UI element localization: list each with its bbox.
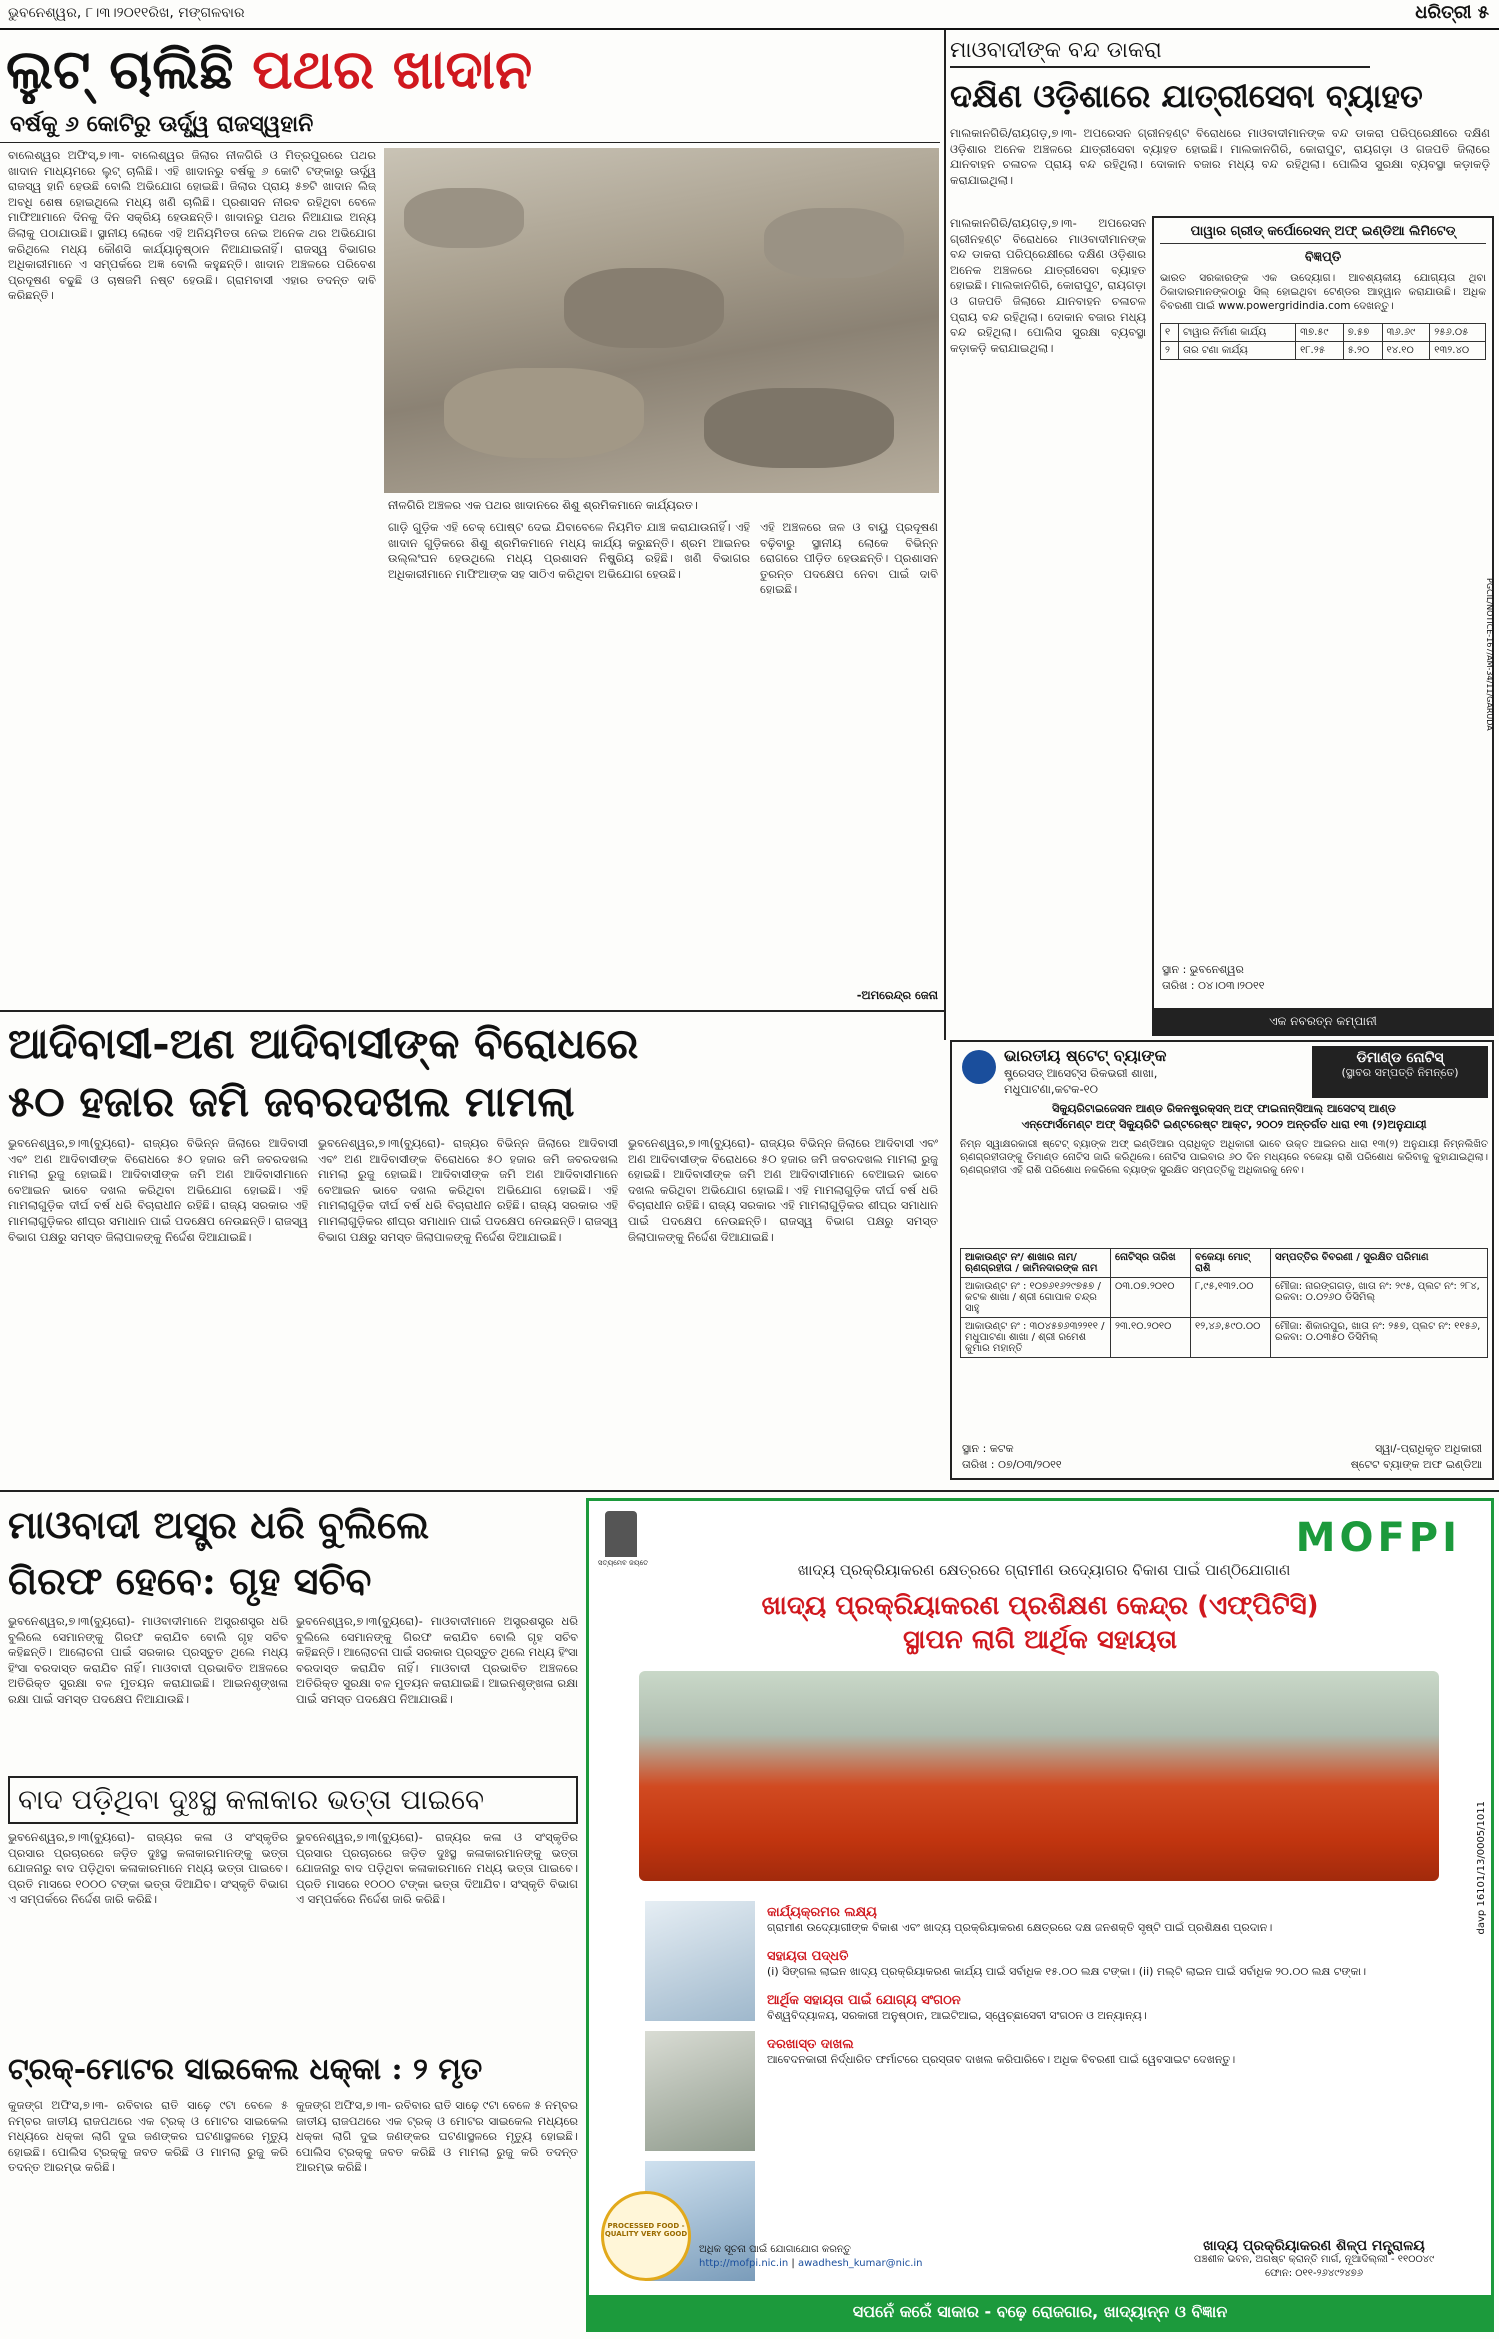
story1-body-left: ବାଲେଶ୍ୱର ଅଫିସ୍,୭।୩- ବାଲେଶ୍ୱର ଜିଲାର ନୀଳଗିରି ଓ ମିତ୍ରପୁରରେ ପଥର ଖାଦାନ ମାଧ୍ୟମରେ ଲୁଟ୍ ଚାଲିଛି। ଏହି ଖାଦାନରୁ ବର୍ଷକୁ ୬ କୋଟି ଟଙ୍କାରୁ ଊର୍ଦ୍ଧ୍ୱ ରାଜସ୍ୱ ହାନି ହେଉଛି ବୋଲି ଅଭିଯୋଗ ହୋଇଛି। ଜିଲାର ପ୍ରାୟ ୫୭ଟି ଖାଦାନ ଲିଜ୍ ଅବଧି ଶେଷ ହୋଇଥିଲେ ମଧ୍ୟ ଖଣି ଚାଲିଛି। ପ୍ରଶାସନ ନୀରବ ରହିଥିବା ବେଳେ ମାଫିଆମାନେ ଦିନକୁ ଦିନ ସକ୍ରିୟ ହେଉଛନ୍ତି। ଖାଦାନରୁ ପଥର ନିଆଯାଇ ଅନ୍ୟ ଜିଲାକୁ ପଠାଯାଉଛି। ସ୍ଥାନୀୟ ଲୋକେ ଏହି ଅନିୟମିତତା ନେଇ ଅନେକ ଥର ଅଭିଯୋଗ କରିଥିଲେ ମଧ୍ୟ କୌଣସି କାର୍ଯ୍ୟାନୁଷ୍ଠାନ ନିଆଯାଇନାହିଁ। ରାଜସ୍ୱ ବିଭାଗର ଅଧିକାରୀମାନେ ଏ ସମ୍ପର୍କରେ ଅଜ୍ଞ ବୋଲି କହୁଛନ୍ତି। ଖାଦାନ ଅଞ୍ଚଳରେ ପରିବେଶ ପ୍ରଦୂଷଣ ବଢୁଛି ଓ ଚାଷଜମି ନଷ୍ଟ ହେଉଛି। ଗ୍ରାମବାସୀ ଏହାର ତଦନ୍ତ ଦାବି କରିଛନ୍ତି। xyxy=(8,148,376,303)
story1-headline: ଲୁଟ୍ ଚାଲିଛି ପଥର ଖାଦାନ xyxy=(6,37,533,101)
home-sec-headline-line1: ମାଓବାଦୀ ଅସ୍ତ୍ର ଧରି ବୁଲିଲେ xyxy=(8,1502,430,1547)
mofpi-section-text: ବିଶ୍ୱବିଦ୍ୟାଳୟ, ସରକାରୀ ଅନୁଷ୍ଠାନ, ଆଇଟିଆଇ, ସ୍ୱେଚ୍ଛାସେବୀ ସଂଗଠନ ଓ ଅନ୍ୟାନ୍ୟ। xyxy=(767,2009,1147,2022)
maoist-kicker: ମାଓବାଦୀଙ୍କ ବନ୍ଦ ଡାକରା xyxy=(950,34,1370,68)
mofpi-section-title: ସହାୟତା ପଦ୍ଧତି xyxy=(767,1949,849,1964)
page-header xyxy=(0,0,1499,30)
tribal-body-col2: ଭୁବନେଶ୍ୱର,୭।୩(ବ୍ୟୁରୋ)- ରାଜ୍ୟର ବିଭିନ୍ନ ଜିଲାରେ ଆଦିବାସୀ ଏବଂ ଅଣ ଆଦିବାସୀଙ୍କ ବିରୋଧରେ ୫୦ ହଜାର ଜମି ଜବରଦଖଲ ମାମଲା ରୁଜୁ ହୋଇଛି। ଆଦିବାସୀଙ୍କ ଜମି ଅଣ ଆଦିବାସୀମାନେ ବେଆଇନ ଭାବେ ଦଖଲ କରିଥିବା ଅଭିଯୋଗ ହୋଇଛି। ଏହି ମାମଲାଗୁଡ଼ିକ ଦୀର୍ଘ ବର୍ଷ ଧରି ବିଚାରାଧୀନ ରହିଛି। ରାଜ୍ୟ ସରକାର ଏହି ମାମଲାଗୁଡ଼ିକର ଶୀଘ୍ର ସମାଧାନ ପାଇଁ ପଦକ୍ଷେପ ନେଉଛନ୍ତି। ରାଜସ୍ୱ ବିଭାଗ ପକ୍ଷରୁ ସମସ୍ତ ଜିଲାପାଳଙ୍କୁ ନିର୍ଦ୍ଦେଶ ଦିଆଯାଇଛି। xyxy=(318,1136,618,1244)
sbi-logo-icon xyxy=(962,1050,996,1084)
sbi-demand-notice xyxy=(950,1040,1494,1480)
tomato-photo xyxy=(639,1671,1439,1881)
mofpi-section-title: ଦରଖାସ୍ତ ଦାଖଲ xyxy=(767,2037,854,2052)
mofpi-logo: MOFPI xyxy=(1295,1515,1461,1561)
mofpi-email[interactable]: awadhesh_kumar@nic.in xyxy=(797,2258,923,2269)
mofpi-tagline: ଖାଦ୍ୟ ପ୍ରକ୍ରିୟାକରଣ କ୍ଷେତ୍ରରେ ଗ୍ରାମୀଣ ଉଦ୍ୟୋଗର ବିକାଶ ପାଇଁ ପାଣ୍ଠିଯୋଗାଣ xyxy=(797,1561,1291,1579)
mofpi-section-text: (i) ସିଙ୍ଗଲ ଲାଇନ ଖାଦ୍ୟ ପ୍ରକ୍ରିୟାକରଣ କାର୍ଯ୍ୟ ପାଇଁ ସର୍ବାଧିକ ୧୫.୦୦ ଲକ୍ଷ ଟଙ୍କା। (ii) ମଲ୍ଟି ଲାଇନ ପାଇଁ ସର୍ବାଧିକ ୨୦.୦୦ ଲକ୍ଷ ଟଙ୍କା। xyxy=(767,1965,1367,1978)
table-row: ଆକାଉଣ୍ଟ ନଂ : ୩୦୪୫୭୬୩୨୨୧୧ / ମଧୁପାଟଣା ଶାଖା / ଶ୍ରୀ ରମେଶ କୁମାର ମହାନ୍ତି ୨୩.୧୦.୨୦୧୦ ୧୨,୪୬,୫୯୦.୦୦ ମୌଜା: ଶିକାରପୁର, ଖାତା ନଂ: ୨୫୭, ପ୍ଲଟ ନଂ: ୧୧୫୬, ରକବା: ୦.୦୩୫୦ ଡିସିମିଲ୍ xyxy=(961,1318,1488,1358)
powergrid-title: ବିଜ୍ଞପ୍ତି xyxy=(1304,250,1342,265)
mofpi-footer-banner: ସପନେଁ କରେଁ ସାକାର - ବଢ଼େ ରୋଜଗାର, ଖାଦ୍ୟାନ୍ନ ଓ ବିଜ୍ଞାନ xyxy=(589,2295,1491,2329)
sbi-body: ନିମ୍ନ ସ୍ୱାକ୍ଷରକାରୀ ଷ୍ଟେଟ୍ ବ୍ୟାଙ୍କ ଅଫ୍ ଇଣ୍ଡିଆର ପ୍ରାଧିକୃତ ଅଧିକାରୀ ଭାବେ ଉକ୍ତ ଆଇନର ଧାରା ୧୩(୨) ଅନୁଯାୟୀ ନିମ୍ନଲିଖିତ ଋଣଗ୍ରହୀତାଙ୍କୁ ଡିମାଣ୍ଡ ନୋଟିସ ଜାରି କରିଥିଲେ। ନୋଟିସ ପାଇବାର ୬୦ ଦିନ ମଧ୍ୟରେ ବକେୟା ରାଶି ପରିଶୋଧ କରିବାକୁ କୁହାଯାଇଥିଲା। ଋଣଗ୍ରହୀତା ଏହି ରାଶି ପରିଶୋଧ ନକରିଲେ ବ୍ୟାଙ୍କ ସୁରକ୍ଷିତ ସମ୍ପତ୍ତିକୁ ଅଧିକାରକୁ ନେବ। xyxy=(960,1139,1488,1176)
tribal-body-col1: ଭୁବନେଶ୍ୱର,୭।୩(ବ୍ୟୁରୋ)- ରାଜ୍ୟର ବିଭିନ୍ନ ଜିଲାରେ ଆଦିବାସୀ ଏବଂ ଅଣ ଆଦିବାସୀଙ୍କ ବିରୋଧରେ ୫୦ ହଜାର ଜମି ଜବରଦଖଲ ମାମଲା ରୁଜୁ ହୋଇଛି। ଆଦିବାସୀଙ୍କ ଜମି ଅଣ ଆଦିବାସୀମାନେ ବେଆଇନ ଭାବେ ଦଖଲ କରିଥିବା ଅଭିଯୋଗ ହୋଇଛି। ଏହି ମାମଲାଗୁଡ଼ିକ ଦୀର୍ଘ ବର୍ଷ ଧରି ବିଚାରାଧୀନ ରହିଛି। ରାଜ୍ୟ ସରକାର ଏହି ମାମଲାଗୁଡ଼ିକର ଶୀଘ୍ର ସମାଧାନ ପାଇଁ ପଦକ୍ଷେପ ନେଉଛନ୍ତି। ରାଜସ୍ୱ ବିଭାଗ ପକ୍ଷରୁ ସମସ୍ତ ଜିଲାପାଳଙ୍କୁ ନିର୍ଦ୍ଦେଶ ଦିଆଯାଇଛି। xyxy=(8,1136,308,1244)
sbi-demand-sub: (ସ୍ଥାବର ସମ୍ପତ୍ତି ନିମନ୍ତେ) xyxy=(1341,1066,1459,1079)
sbi-sign-line2: ଷ୍ଟେଟ ବ୍ୟାଙ୍କ ଅଫ ଇଣ୍ଡିଆ xyxy=(1350,1458,1482,1471)
food-photo-1 xyxy=(645,1901,755,2021)
mofpi-contact: ଅଧିକ ସୂଚନା ପାଇଁ ଯୋଗାଯୋଗ କରନ୍ତୁ xyxy=(699,2244,851,2255)
powergrid-footer: ଏକ ନବରତ୍ନ କମ୍ପାନୀ xyxy=(1154,1008,1492,1034)
mofpi-section-title: ଆର୍ଥିକ ସହାୟତା ପାଇଁ ଯୋଗ୍ୟ ସଂଗଠନ xyxy=(767,1993,961,2008)
mofpi-davp-code: davp 16101/13/0005/1011 xyxy=(1476,1801,1487,1935)
sbi-act-line2: ଏନ୍‌ଫୋର୍ସମେଣ୍ଟ ଅଫ୍ ସିକ୍ୟୁରିଟି ଇଣ୍ଟରେଷ୍ଟ ଆକ୍ଟ, ୨୦୦୨ ଅନ୍ତର୍ଗତ ଧାରା ୧୩ (୨)ଅନୁଯାୟୀ xyxy=(1021,1118,1427,1131)
powergrid-vertical-code: PGCIL/NOTICE-167/AM-34/11/GARUDA xyxy=(1485,578,1494,731)
powergrid-org: ପାୱାର ଗ୍ରୀଡ୍ କର୍ପୋରେସନ୍ ଅଫ୍ ଇଣ୍ଡିଆ ଲିମିଟେଡ୍ xyxy=(1160,224,1486,244)
powergrid-tender xyxy=(1152,216,1494,1036)
food-photo-2 xyxy=(645,2031,755,2151)
photo-caption: ନୀଳଗିରି ଅଞ୍ଚଳର ଏକ ପଥର ଖାଦାନରେ ଶିଶୁ ଶ୍ରମିକମାନେ କାର୍ଯ୍ୟରତ। xyxy=(388,498,698,512)
processed-food-badge: PROCESSED FOOD - QUALITY VERY GOOD xyxy=(601,2191,691,2281)
sbi-branch-line1: ଷ୍ଟ୍ରେସଡ୍ ଆସେଟ୍ସ ରିକଭରୀ ଶାଖା, xyxy=(1004,1066,1158,1080)
powergrid-place: ସ୍ଥାନ : ଭୁବନେଶ୍ୱର xyxy=(1162,963,1244,976)
mofpi-section-title: କାର୍ଯ୍ୟକ୍ରମର ଲକ୍ଷ୍ୟ xyxy=(767,1905,877,1920)
newspaper-name: ଧରିତ୍ରୀ ୫ xyxy=(1415,2,1489,23)
story1-body-center: ଗାଡ଼ି ଗୁଡ଼ିକ ଏହି ଚେକ୍ ପୋଷ୍ଟ ଦେଇ ଯିବାବେଳେ ନିୟମିତ ଯାଞ୍ଚ କରାଯାଉନାହିଁ। ଏହି ଖାଦାନ ଗୁଡ଼ିକରେ ଶିଶୁ ଶ୍ରମିକମାନେ ମଧ୍ୟ କାର୍ଯ୍ୟ କରୁଛନ୍ତି। ଶ୍ରମ ଆଇନର ଉଲ୍ଲଂଘନ ହେଉଥିଲେ ମଧ୍ୟ ପ୍ରଶାସନ ନିଷ୍କ୍ରିୟ ରହିଛି। ଖଣି ବିଭାଗର ଅଧିକାରୀମାନେ ମାଫିଆଙ୍କ ସହ ସାଠିଏ କରିଥିବା ଅଭିଯୋଗ ହେଉଛି। xyxy=(388,520,750,581)
sbi-demand-title: ଡିମାଣ୍ଡ ନୋଟିସ୍ xyxy=(1356,1050,1444,1066)
story1-body-right: ଏହି ଅଞ୍ଚଳରେ ଜଳ ଓ ବାୟୁ ପ୍ରଦୂଷଣ ବଢ଼ିବାରୁ ସ୍ଥାନୀୟ ଲୋକେ ବିଭିନ୍ନ ରୋଗରେ ପୀଡ଼ିତ ହେଉଛନ୍ତି। ପ୍ରଶାସନ ତୁରନ୍ତ ପଦକ୍ଷେପ ନେବା ପାଇଁ ଦାବି ହୋଇଛି। xyxy=(760,520,938,597)
table-header-row: ଆକାଉଣ୍ଟ ନଂ/ ଶାଖାର ନାମ/ ଋଣଗ୍ରହୀତା / ଜାମିନଦାରଙ୍କ ନାମ ନୋଟିସ୍ର ତାରିଖ ବକେୟା ମୋଟ୍ ରାଶି ସମ୍ପତ୍ତିର ବିବରଣୀ / ସୁରକ୍ଷିତ ପରିମାଣ xyxy=(961,1249,1488,1278)
mofpi-headline-line1: ଖାଦ୍ୟ ପ୍ରକ୍ରିୟାକରଣ ପ୍ରଶିକ୍ଷଣ କେନ୍ଦ୍ର (ଏଫ୍‌ପିଟିସି) xyxy=(761,1591,1319,1621)
story1-subhead: ବର୍ଷକୁ ୬ କୋଟିରୁ ଊର୍ଦ୍ଧ୍ୱ ରାଜସ୍ୱହାନି xyxy=(10,111,314,137)
artists-body-col1: ଭୁବନେଶ୍ୱର,୭।୩(ବ୍ୟୁରୋ)- ରାଜ୍ୟର କଳା ଓ ସଂସ୍କୃତିର ପ୍ରସାର ପ୍ରଚାରରେ ଜଡ଼ିତ ଦୁଃସ୍ଥ କଳାକାରମାନଙ୍କୁ ଭତ୍ତା ଯୋଜନାରୁ ବାଦ ପଡ଼ିଥିବା କଳାକାରମାନେ ମଧ୍ୟ ଭତ୍ତା ପାଇବେ। ପ୍ରତି ମାସରେ ୧୦୦୦ ଟଙ୍କା ଭତ୍ତା ଦିଆଯିବ। ସଂସ୍କୃତି ବିଭାଗ ଏ ସମ୍ପର୍କରେ ନିର୍ଦ୍ଦେଶ ଜାରି କରିଛି। xyxy=(8,1830,288,1907)
sbi-act-line1: ସିକ୍ୟୁରିଟାଇଜେସନ ଆଣ୍ଡ ରିକନଷ୍ଟ୍ରକ୍ସନ୍ ଅଫ୍ ଫାଇନାନ୍ସିଆଲ୍ ଆସେଟସ୍ ଆଣ୍ଡ xyxy=(1052,1102,1396,1115)
sbi-branch-line2: ମଧୁପାଟଣା,କଟକ-୧୦ xyxy=(1004,1082,1098,1096)
table-row: ୧ ଟାୱାର ନିର୍ମାଣ କାର୍ଯ୍ୟ ୩୭.୫୯ ୭.୫୭ ୩୬.୬୯ ୨୫୬.୦୫ xyxy=(1161,324,1486,342)
home-sec-body-col1: ଭୁବନେଶ୍ୱର,୭।୩(ବ୍ୟୁରୋ)- ମାଓବାଦୀମାନେ ଅସ୍ତ୍ରଶସ୍ତ୍ର ଧରି ବୁଲିଲେ ସେମାନଙ୍କୁ ଗିରଫ କରାଯିବ ବୋଲି ଗୃହ ସଚିବ କହିଛନ୍ତି। ଆଲୋଚନା ପାଇଁ ସରକାର ପ୍ରସ୍ତୁତ ଥିଲେ ମଧ୍ୟ ହିଂସା ବରଦାସ୍ତ କରାଯିବ ନାହିଁ। ମାଓବାଦୀ ପ୍ରଭାବିତ ଅଞ୍ଚଳରେ ଅତିରିକ୍ତ ସୁରକ୍ଷା ବଳ ମୁତୟନ କରାଯାଇଛି। ଆଇନଶୃଙ୍ଖଳା ରକ୍ଷା ପାଇଁ ସମସ୍ତ ପଦକ୍ଷେପ ନିଆଯାଉଛି। xyxy=(8,1614,288,1706)
table-row: ୨ ତାର ଟଣା କାର୍ଯ୍ୟ ୧୮.୨୫ ୫.୨୦ ୧୪.୧୦ ୧୩୨.୪୦ xyxy=(1161,342,1486,360)
mofpi-section-text: ଗ୍ରାମୀଣ ଉଦ୍ୟୋଗୀଙ୍କ ବିକାଶ ଏବଂ ଖାଦ୍ୟ ପ୍ରକ୍ରିୟାକରଣ କ୍ଷେତ୍ରରେ ଦକ୍ଷ ଜନଶକ୍ତି ସୃଷ୍ଟି ପାଇଁ ପ୍ରଶିକ୍ଷଣ ପ୍ରଦାନ। xyxy=(767,1921,1273,1934)
accident-headline: ଟ୍ରକ୍-ମୋଟର ସାଇକେଲ ଧକ୍କା : ୨ ମୃତ xyxy=(8,2052,483,2087)
emblem-caption: ସତ୍ୟମେବ ଜୟତେ xyxy=(597,1559,649,1567)
sbi-place: ସ୍ଥାନ : କଟକ xyxy=(962,1442,1014,1455)
dateline: ଭୁବନେଶ୍ୱର, ୮।୩।୨୦୧୧ରିଖ, ମଙ୍ଗଳବାର xyxy=(8,5,245,21)
sbi-sign-line1: ସ୍ୱା/-ପ୍ରାଧିକୃତ ଅଧିକାରୀ xyxy=(1374,1442,1482,1455)
artists-body-col2: ଭୁବନେଶ୍ୱର,୭।୩(ବ୍ୟୁରୋ)- ରାଜ୍ୟର କଳା ଓ ସଂସ୍କୃତିର ପ୍ରସାର ପ୍ରଚାରରେ ଜଡ଼ିତ ଦୁଃସ୍ଥ କଳାକାରମାନଙ୍କୁ ଭତ୍ତା ଯୋଜନାରୁ ବାଦ ପଡ଼ିଥିବା କଳାକାରମାନେ ମଧ୍ୟ ଭତ୍ତା ପାଇବେ। ପ୍ରତି ମାସରେ ୧୦୦୦ ଟଙ୍କା ଭତ୍ତା ଦିଆଯିବ। ସଂସ୍କୃତି ବିଭାଗ ଏ ସମ୍ପର୍କରେ ନିର୍ଦ୍ଦେଶ ଜାରି କରିଛି। xyxy=(296,1830,578,1907)
home-sec-headline-line2: ଗିରଫ ହେବେ: ଗୃହ ସଚିବ xyxy=(8,1558,372,1603)
tribal-headline-line2: ୫୦ ହଜାର ଜମି ଜବରଦଖଲ ମାମଲା xyxy=(8,1077,575,1126)
mofpi-headline-line2: ସ୍ଥାପନ ଲାଗି ଆର୍ଥିକ ସହାୟତା xyxy=(902,1625,1178,1655)
powergrid-date: ତାରିଖ : ୦୪।୦୩।୨୦୧୧ xyxy=(1162,979,1265,992)
india-emblem-icon xyxy=(605,1511,637,1557)
sbi-table xyxy=(960,1248,1488,1358)
sbi-date: ତାରିଖ : ୦୭/୦୩/୨୦୧୧ xyxy=(962,1458,1062,1471)
mofpi-phone: ଫୋନ: ୦୧୧-୨୬୪୯୨୪୭୬ xyxy=(1264,2268,1364,2279)
table-row: ଆକାଉଣ୍ଟ ନଂ : ୧୦୭୬୧୬୨୯୭୫୭ / କଟକ ଶାଖା / ଶ୍ରୀ ଗୋପାଳ ଚନ୍ଦ୍ର ସାହୁ ୦୩.୦୭.୨୦୧୦ ୮,୯୫,୧୩୨.୦୦ ମୌଜା: ନାରଙ୍ଗଗଡ଼, ଖାତା ନଂ: ୨୯୫, ପ୍ଲଟ ନଂ: ୨୮୪, ରକବା: ୦.୦୨୬୦ ଡିସିମିଲ୍ xyxy=(961,1278,1488,1318)
powergrid-table xyxy=(1160,323,1486,360)
sbi-bank-name: ଭାରତୀୟ ଷ୍ଟେଟ୍ ବ୍ୟାଙ୍କ xyxy=(1004,1046,1167,1065)
powergrid-body: ଭାରତ ସରକାରଙ୍କ ଏକ ଉଦ୍ୟୋଗ। ଆବଶ୍ୟକୀୟ ଯୋଗ୍ୟତା ଥିବା ଠିକାଦାରମାନଙ୍କଠାରୁ ସିଲ୍ ହୋଇଥିବା ଟେଣ୍ଡର ଆହ୍ୱାନ କରାଯାଉଛି। ଅଧିକ ବିବରଣୀ ପାଇଁ www.powergridindia.com ଦେଖନ୍ତୁ। xyxy=(1160,272,1486,312)
mofpi-ministry: ଖାଦ୍ୟ ପ୍ରକ୍ରିୟାକରଣ ଶିଳ୍ପ ମନ୍ତ୍ରାଳୟ xyxy=(1203,2238,1425,2254)
mofpi-address: ପଞ୍ଚଶୀଳ ଭବନ, ଅଗଷ୍ଟ କ୍ରାନ୍ତି ମାର୍ଗ, ନୂଆଦିଲ୍ଲୀ - ୧୧୦୦୪୯ xyxy=(1193,2254,1435,2265)
maoist-body-col: ମାଲକାନଗିରି/ରାୟଗଡ଼,୭।୩- ଅପରେସନ ଗ୍ରୀନହଣ୍ଟ ବିରୋଧରେ ମାଓବାଦୀମାନଙ୍କ ବନ୍ଦ ଡାକରା ପରିପ୍ରେକ୍ଷୀରେ ଦକ୍ଷିଣ ଓଡ଼ିଶାର ଅନେକ ଅଞ୍ଚଳରେ ଯାତ୍ରୀସେବା ବ୍ୟାହତ ହୋଇଛି। ମାଲକାନଗିରି, କୋରାପୁଟ, ରାୟଗଡ଼ା ଓ ଗଜପତି ଜିଲାରେ ଯାନବାହନ ଚଳାଚଳ ପ୍ରାୟ ବନ୍ଦ ରହିଥିଲା। ଦୋକାନ ବଜାର ମଧ୍ୟ ବନ୍ଦ ରହିଥିଲା। ପୋଲିସ ସୁରକ୍ଷା ବ୍ୟବସ୍ଥା କଡ଼ାକଡ଼ି କରାଯାଇଥିଲା। xyxy=(950,216,1146,355)
quarry-photo xyxy=(384,148,939,493)
tribal-headline-line1: ଆଦିବାସୀ-ଅଣ ଆଦିବାସୀଙ୍କ ବିରୋଧରେ xyxy=(8,1019,639,1068)
accident-body-col2: କୁଜଙ୍ଗ ଅଫିସ,୭।୩- ରବିବାର ରାତି ସାଢ଼େ ୯ଟା ବେଳେ ୫ ନମ୍ବର ଜାତୀୟ ରାଜପଥରେ ଏକ ଟ୍ରକ୍ ଓ ମୋଟର ସାଇକେଲ ମଧ୍ୟରେ ଧକ୍କା ଲାଗି ଦୁଇ ଜଣଙ୍କର ଘଟଣାସ୍ଥଳରେ ମୃତ୍ୟୁ ହୋଇଛି। ପୋଲିସ ଟ୍ରକ୍‌କୁ ଜବତ କରିଛି ଓ ମାମଲା ରୁଜୁ କରି ତଦନ୍ତ ଆରମ୍ଭ କରିଛି। xyxy=(296,2098,578,2175)
accident-body-col1: କୁଜଙ୍ଗ ଅଫିସ,୭।୩- ରବିବାର ରାତି ସାଢ଼େ ୯ଟା ବେଳେ ୫ ନମ୍ବର ଜାତୀୟ ରାଜପଥରେ ଏକ ଟ୍ରକ୍ ଓ ମୋଟର ସାଇକେଲ ମଧ୍ୟରେ ଧକ୍କା ଲାଗି ଦୁଇ ଜଣଙ୍କର ଘଟଣାସ୍ଥଳରେ ମୃତ୍ୟୁ ହୋଇଛି। ପୋଲିସ ଟ୍ରକ୍‌କୁ ଜବତ କରିଛି ଓ ମାମଲା ରୁଜୁ କରି ତଦନ୍ତ ଆରମ୍ଭ କରିଛି। xyxy=(8,2098,288,2175)
maoist-headline: ଦକ୍ଷିଣ ଓଡ଼ିଶାରେ ଯାତ୍ରୀସେବା ବ୍ୟାହତ xyxy=(950,77,1423,115)
mofpi-section-text: ଆବେଦନକାରୀ ନିର୍ଦ୍ଧାରିତ ଫର୍ମାଟରେ ପ୍ରସ୍ତାବ ଦାଖଲ କରିପାରିବେ। ଅଧିକ ବିବରଣୀ ପାଇଁ ୱେବସାଇଟ ଦେଖନ୍ତୁ। xyxy=(767,2053,1236,2066)
home-sec-body-col2: ଭୁବନେଶ୍ୱର,୭।୩(ବ୍ୟୁରୋ)- ମାଓବାଦୀମାନେ ଅସ୍ତ୍ରଶସ୍ତ୍ର ଧରି ବୁଲିଲେ ସେମାନଙ୍କୁ ଗିରଫ କରାଯିବ ବୋଲି ଗୃହ ସଚିବ କହିଛନ୍ତି। ଆଲୋଚନା ପାଇଁ ସରକାର ପ୍ରସ୍ତୁତ ଥିଲେ ମଧ୍ୟ ହିଂସା ବରଦାସ୍ତ କରାଯିବ ନାହିଁ। ମାଓବାଦୀ ପ୍ରଭାବିତ ଅଞ୍ଚଳରେ ଅତିରିକ୍ତ ସୁରକ୍ଷା ବଳ ମୁତୟନ କରାଯାଇଛି। ଆଇନଶୃଙ୍ଖଳା ରକ୍ଷା ପାଇଁ ସମସ୍ତ ପଦକ୍ଷେପ ନିଆଯାଉଛି। xyxy=(296,1614,578,1706)
artists-headline: ବାଦ ପଡ଼ିଥିବା ଦୁଃସ୍ଥ କଳାକାର ଭତ୍ତା ପାଇବେ xyxy=(8,1776,578,1824)
tribal-body-col3: ଭୁବନେଶ୍ୱର,୭।୩(ବ୍ୟୁରୋ)- ରାଜ୍ୟର ବିଭିନ୍ନ ଜିଲାରେ ଆଦିବାସୀ ଏବଂ ଅଣ ଆଦିବାସୀଙ୍କ ବିରୋଧରେ ୫୦ ହଜାର ଜମି ଜବରଦଖଲ ମାମଲା ରୁଜୁ ହୋଇଛି। ଆଦିବାସୀଙ୍କ ଜମି ଅଣ ଆଦିବାସୀମାନେ ବେଆଇନ ଭାବେ ଦଖଲ କରିଥିବା ଅଭିଯୋଗ ହୋଇଛି। ଏହି ମାମଲାଗୁଡ଼ିକ ଦୀର୍ଘ ବର୍ଷ ଧରି ବିଚାରାଧୀନ ରହିଛି। ରାଜ୍ୟ ସରକାର ଏହି ମାମଲାଗୁଡ଼ିକର ଶୀଘ୍ର ସମାଧାନ ପାଇଁ ପଦକ୍ଷେପ ନେଉଛନ୍ତି। ରାଜସ୍ୱ ବିଭାଗ ପକ୍ଷରୁ ସମସ୍ତ ଜିଲାପାଳଙ୍କୁ ନିର୍ଦ୍ଦେଶ ଦିଆଯାଇଛି। xyxy=(628,1136,938,1244)
maoist-body-top: ମାଲକାନଗିରି/ରାୟଗଡ଼,୭।୩- ଅପରେସନ ଗ୍ରୀନହଣ୍ଟ ବିରୋଧରେ ମାଓବାଦୀମାନଙ୍କ ବନ୍ଦ ଡାକରା ପରିପ୍ରେକ୍ଷୀରେ ଦକ୍ଷିଣ ଓଡ଼ିଶାର ଅନେକ ଅଞ୍ଚଳରେ ଯାତ୍ରୀସେବା ବ୍ୟାହତ ହୋଇଛି। ମାଲକାନଗିରି, କୋରାପୁଟ, ରାୟଗଡ଼ା ଓ ଗଜପତି ଜିଲାରେ ଯାନବାହନ ଚଳାଚଳ ପ୍ରାୟ ବନ୍ଦ ରହିଥିଲା। ଦୋକାନ ବଜାର ମଧ୍ୟ ବନ୍ଦ ରହିଥିଲା। ପୋଲିସ ସୁରକ୍ଷା ବ୍ୟବସ୍ଥା କଡ଼ାକଡ଼ି କରାଯାଇଥିଲା। xyxy=(950,126,1490,187)
story1-byline: -ଅମରେନ୍ଦ୍ର ଜେନା xyxy=(856,988,938,1002)
mofpi-website[interactable]: http://mofpi.nic.in xyxy=(699,2258,789,2269)
mofpi-advertisement: ସତ୍ୟମେବ ଜୟତେ MOFPI ଖାଦ୍ୟ ପ୍ରକ୍ରିୟାକରଣ କ୍ଷେତ୍ରରେ ଗ୍ରାମୀଣ ଉଦ୍ୟୋଗର ବିକାଶ ପାଇଁ ପାଣ୍ଠିଯୋଗାଣ ଖାଦ୍ୟ ପ୍ରକ୍ରିୟାକରଣ ପ୍ରଶିକ୍ଷଣ କେନ୍ଦ୍ର (ଏଫ୍‌ପିଟିସି) ସ୍ଥାପନ ଲାଗି ଆର୍ଥିକ ସହାୟତା କାର୍ଯ୍ୟକ୍ରମର ଲକ୍ଷ୍ୟ ଗ୍ରାମୀଣ ଉଦ୍ୟୋଗୀଙ୍କ ବିକାଶ ଏବଂ ଖାଦ୍ୟ ପ୍ରକ୍ରିୟାକରଣ କ୍ଷେତ୍ରରେ ଦକ୍ଷ ଜନଶକ୍ତି ସୃଷ୍ଟି ପାଇଁ ପ୍ରଶିକ୍ଷଣ ପ୍ରଦାନ। ସହାୟତା ପଦ୍ଧତି (i) ସିଙ୍ଗଲ ଲାଇନ ଖାଦ୍ୟ ପ୍ରକ୍ରିୟାକରଣ କାର୍ଯ୍ୟ ପାଇଁ ସର୍ବାଧିକ ୧୫.୦୦ ଲକ୍ଷ ଟଙ୍କା। (ii) ମଲ୍ଟି ଲାଇନ ପାଇଁ ସର୍ବାଧିକ ୨୦.୦୦ ଲକ୍ଷ ଟଙ୍କା। ଆର୍ଥିକ ସହାୟତା ପାଇଁ ଯୋଗ୍ୟ ସଂଗଠନ ବିଶ୍ୱବିଦ୍ୟାଳୟ, ସରକାରୀ ଅନୁଷ୍ଠାନ, ଆଇଟିଆଇ, ସ୍ୱେଚ୍ଛାସେବୀ ସଂଗଠନ ଓ ଅନ୍ୟାନ୍ୟ। ଦରଖାସ୍ତ ଦାଖଲ ଆବେଦନକାରୀ ନିର୍ଦ୍ଧାରିତ ଫର୍ମାଟରେ ପ୍ରସ୍ତାବ ଦାଖଲ କରିପାରିବେ। ଅଧିକ ବିବରଣୀ ପାଇଁ ୱେବସାଇଟ ଦେଖନ୍ତୁ। PROCESSED FOOD - QUALITY VERY GOOD ଅଧିକ ସୂଚନା ପାଇଁ ଯୋଗାଯୋଗ କରନ୍ତୁ http://mofpi.nic.in | awadhesh_kumar@nic.in ଖାଦ୍ୟ ପ୍ରକ୍ରିୟାକରଣ ଶିଳ୍ପ ମନ୍ତ୍ରାଳୟ ପଞ୍ଚଶୀଳ ଭବନ, ଅଗଷ୍ଟ କ୍ରାନ୍ତି ମାର୍ଗ, ନୂଆଦିଲ୍ଲୀ - ୧୧୦୦୪୯ ଫୋନ: ୦୧୧-୨୬୪୯୨୪୭୬ davp 16101/13/0005/1011 ସପନେଁ କରେଁ ସାକାର - ବଢ଼େ ରୋଜଗାର, ଖାଦ୍ୟାନ୍ନ ଓ ବିଜ୍ଞାନ xyxy=(586,1498,1494,2332)
